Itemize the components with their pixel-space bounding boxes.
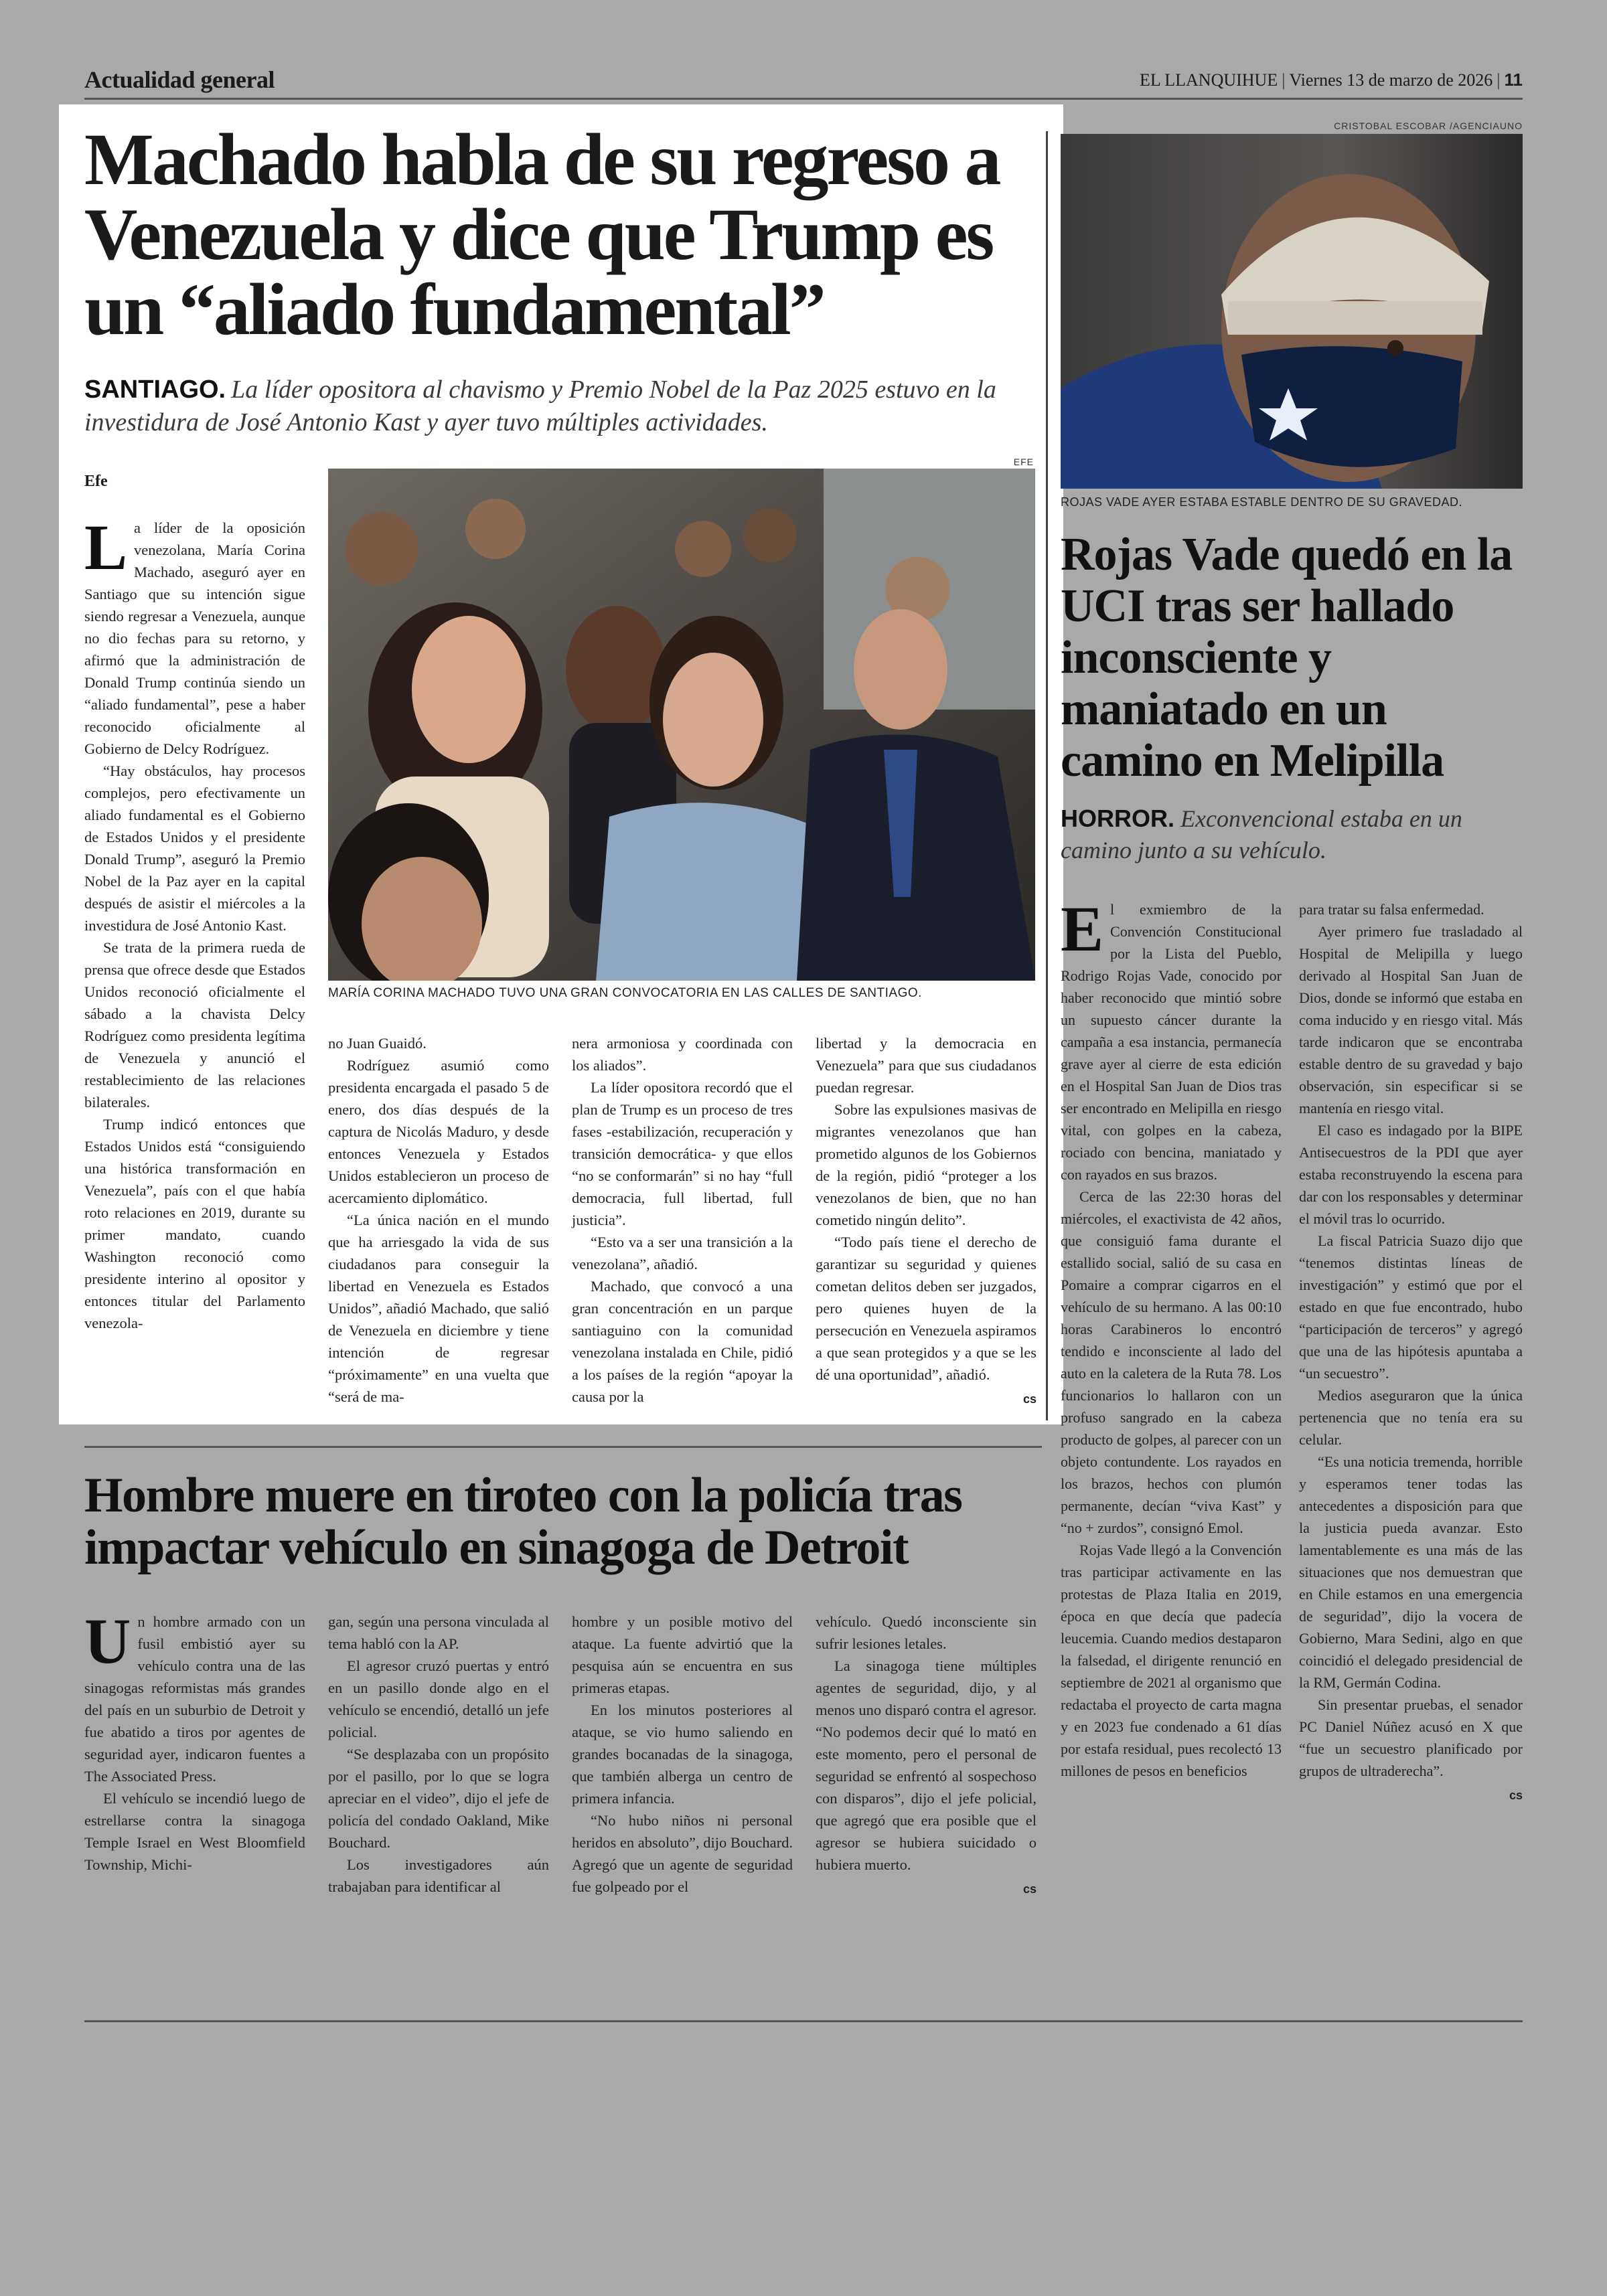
paragraph: Rodríguez asumió como presidenta encargada el pasado 5 de enero, dos días después de la captura de Nicolás Maduro, y desde entonces Venezuela y Estados Unidos establecieron un proceso de acercamiento diplomático. [328,1057,549,1206]
paragraph: “Es una noticia tremenda, horrible y esperamos tener todas las antecedentes a disposición para que la justicia pueda avanzar. Esto lamentablemente es una más de las situaciones que nos demuestran que en Chile estamos en una emergencia de seguridad”, dijo la vocera de Gobierno, Mara Sedini, algo en que coincidió el delegado presidencial de la RM, Germán Codina. [1299,1453,1523,1691]
paragraph: para tratar su falsa enfermedad. [1299,901,1484,918]
dropcap: L [84,511,128,583]
paragraph: Los investigadores aún trabajaban para identificar al [328,1856,549,1895]
paragraph: El agresor cruzó puertas y entró en un pasillo donde algo en el vehículo se encendió, detalló un jefe policial. [328,1657,549,1740]
issue-date: Viernes 13 de marzo de 2026 [1289,70,1493,90]
paragraph: Cerca de las 22:30 horas del miércoles, el exactivista de 42 años, que consiguió fama durante el estallido social, salió de su casa en Pomaire a comprar cigarros en el vehículo de su hermano. A las 00:10 horas Carabineros lo encontró tendido e inconsciente al lado del auto en la caletera de la Ruta 78. Los funcionarios lo hallaron con un profuso sangrado en la cabeza producto de golpes, al parecer con un objeto contundente. Los rayados en los brazos, hechos con plumón permanente, decían “viva Kast” y “no + zurdos”, consignó Emol. [1061,1188,1282,1536]
paragraph: nera armoniosa y coordinada con los aliados”. [572,1035,793,1074]
bottom-headline: Hombre muere en tiroteo con la policía tras impactar vehículo en sinagoga de Detroit [84,1468,962,1575]
paragraph: Medios aseguraron que la única pertenencia que no tenía era su celular. [1299,1387,1523,1448]
main-photo [328,469,1035,981]
paragraph: gan, según una persona vinculada al tema habló con la AP. [328,1613,549,1652]
paragraph: “Hay obstáculos, hay procesos complejos, pero efectivamente un aliado fundamental es el Gobierno de Estados Unidos y el presidente Donald Trump”, aseguró la Premio Nobel de la Paz ayer en la capital después de asistir el miércoles a la investidura de José Antonio Kast. [84,762,305,934]
dropcap: E [1061,893,1104,965]
side-headline: Rojas Vade quedó en la UCI tras ser hallado inconsciente y maniatado en un camino en Melipilla [1061,529,1513,787]
main-headline: Machado habla de su regreso a Venezuela y dice que Trump es un “aliado fundamental” [84,118,1000,351]
portrait-photo-image [1061,134,1523,489]
side-photo-caption: ROJAS VADE AYER ESTABA ESTABLE DENTRO DE SU GRAVEDAD. [1061,495,1462,509]
bottom-article-column-3 [572,1611,793,1898]
page-number: 11 [1504,70,1523,90]
main-lede [84,374,1049,440]
main-article-column-4 [816,1032,1037,1410]
side-article-column-1 [1061,893,1282,1782]
end-mark-icon: cs [1022,1882,1037,1896]
paragraph: El caso es indagado por la BIPE Antisecuestros de la PDI que ayer estaba reconstruyendo la escena para dar con los responsables y determinar el móvil tras lo ocurrido. [1299,1122,1523,1227]
main-photo-credit: EFE [1013,457,1034,467]
dropcap: U [84,1605,131,1677]
end-mark-icon: cs [1509,1789,1523,1802]
paragraph: hombre y un posible motivo del ataque. La fuente advirtió que la pesquisa aún se encuentra en sus primeras etapas. [572,1613,793,1696]
paragraph: Sobre las expulsiones masivas de migrantes venezolanos que han prometido algunos de los Gobiernos de la región, pidió “proteger a los venezolanos de bien, que no han cometido ningún delito”. [816,1101,1037,1228]
side-lede-text: Exconvencional estaba en un camino junto a su vehículo. [1061,805,1462,864]
paragraph: a líder de la oposición venezolana, María Corina Machado, aseguró ayer en Santiago que su intención sigue siendo regresar a Venezuela, aunque no dio fechas para su retorno, y afirmó que la administración de Donald Trump continúa siendo un “aliado fundamental”, pese a haber reconocido oficialmente al Gobierno de Delcy Rodríguez. [84,519,305,757]
paragraph: n hombre armado con un fusil embistió ayer su vehículo contra una de las sinagogas reformistas más grandes del país en un suburbio de Detroit y fue abatido a tiros por agentes de seguridad ayer, indicaron fuentes a The Associated Press. [84,1613,305,1785]
main-article-column-2 [328,1032,549,1408]
paragraph: l exmiembro de la Convención Constitucional por la Lista del Pueblo, Rodrigo Rojas Vade, conocido por haber reconocido que mintió sobre un supuesto cáncer durante la campaña a esa instancia, permanecía grave ayer al cierre de esta edición en el Hospital San Juan de Dios tras ser encontrado en Melipilla en riesgo vital, con golpes en la cabeza, rociado con bencina, maniatado y con rayados en sus brazos. [1061,901,1282,1183]
paragraph: Machado, que convocó a una gran concentración en un parque santiaguino con la comunidad venezolana instalada en Chile, pidió a los países de la región “apoyar la causa por la [572,1278,793,1405]
header-rule [84,98,1523,100]
paragraph: Sin presentar pruebas, el senador PC Daniel Núñez acusó en X que “fue un secuestro planificado por grupos de ultraderecha”. [1299,1696,1523,1779]
section-label: Actualidad general [84,66,275,93]
main-photo-caption: MARÍA CORINA MACHADO TUVO UNA GRAN CONVOCATORIA EN LAS CALLES DE SANTIAGO. [328,986,922,1000]
paragraph: Trump indicó entonces que Estados Unidos está “consiguiendo una histórica transformación en Venezuela”, país con el que había roto relaciones en 2019, durante su primer mandato, cuando Washington reconoció como presidente interino al opositor y entonces titular del Parlamento venezola- [84,1116,305,1331]
newspaper-name: EL LLANQUIHUE [1139,70,1278,90]
paragraph: libertad y la democracia en Venezuela” para que sus ciudadanos puedan regresar. [816,1035,1037,1096]
bottom-article-column-1 [84,1605,305,1876]
paragraph: “Todo país tiene el derecho de garantizar su seguridad y quienes cometan delitos deben ser juzgados, pero quienes huyen de la persecución en Venezuela aspiramos a que sean protegidos y a que se les dé una oportunidad”, añadió. [816,1234,1037,1383]
footer-rule [84,2020,1523,2022]
bottom-article-column-2 [328,1611,549,1898]
main-lede-text: La líder opositora al chavismo y Premio Nobel de la Paz 2025 estuvo en la investidura de José Antonio Kast y ayer tuvo múltiples actividades. [84,376,996,437]
paragraph: no Juan Guaidó. [328,1035,427,1052]
end-mark-icon: cs [1022,1392,1037,1406]
side-lede [1061,803,1529,866]
masthead: EL LLANQUIHUE | Viernes 13 de marzo de 2026 | 11 [1139,70,1523,90]
bottom-article-column-4 [816,1611,1037,1900]
paragraph: “La única nación en el mundo que ha arriesgado la vida de sus ciudadanos para conseguir la libertad en Venezuela es Estados Unidos”, añadió Machado, que salió de Venezuela en diciembre y tiene intención de regresar “próximamente” en una vuelta que “será de ma- [328,1212,549,1405]
paragraph: En los minutos posteriores al ataque, se vio humo saliendo en grandes bocanadas de la sinagoga, que también alberga un centro de primera infancia. [572,1702,793,1807]
side-photo [1061,134,1523,489]
paragraph: La líder opositora recordó que el plan de Trump es un proceso de tres fases -estabilización, recuperación y transición democrática- y que ellos “no se conformarán” si no hay “full democracia, full libertad, full justicia”. [572,1079,793,1228]
paragraph: “Se desplazaba con un propósito por el pasillo, por lo que se logra apreciar en el video”, dijo el jefe de policía del condado Oakland, Mike Bouchard. [328,1746,549,1851]
paragraph: vehículo. Quedó inconsciente sin sufrir lesiones letales. [816,1613,1037,1652]
paragraph: Rojas Vade llegó a la Convención tras participar activamente en las protestas de Plaza Italia en 2019, época en que decía que padecía leucemia. Cuando medios destaparon la falsedad, el dirigente renunció en septiembre de 2021 al organismo que redactaba el proyecto de carta magna y en 2023 fue condenado a 61 días por estafa residual, pues recolectó 13 millones de pesos en beneficios [1061,1542,1282,1779]
side-photo-credit: CRISTOBAL ESCOBAR /AGENCIAUNO [1334,120,1523,131]
paragraph: “Esto va a ser una transición a la venezolana”, añadió. [572,1234,793,1273]
main-article-column-1 [84,511,305,1334]
bottom-article-rule [84,1446,1042,1448]
paragraph: La sinagoga tiene múltiples agentes de seguridad, dijo, y al menos uno disparó contra el agresor. “No podemos decir qué lo mató en este momento, pero el personal de seguridad se enfrentó al sospechoso con disparos”, dijo el jefe policial, que agregó que era posible que el agresor se hubiera suicidado o hubiera muerto. [816,1657,1037,1873]
paragraph: “No hubo niños ni personal heridos en absoluto”, dijo Bouchard. Agregó que un agente de seguridad fue golpeado por el [572,1812,793,1895]
paragraph: La fiscal Patricia Suazo dijo que “tenemos distintas líneas de investigación” y estimó que por el estado en que fue encontrado, hubo “participación de terceros” y agregó que una de las hipótesis apuntaba a “un secuestro”. [1299,1232,1523,1382]
main-article-column-3 [572,1032,793,1408]
column-divider [1046,131,1048,1420]
paragraph: Ayer primero fue trasladado al Hospital de Melipilla y luego derivado al Hospital San Juan de Dios, donde se informó que estaba en coma inducido y en riesgo vital. Más tarde indicaron que se encontraba estable dentro de su gravedad y bajo observación, sin especificar si se mantenía en riesgo vital. [1299,923,1523,1117]
side-kicker: HORROR. [1061,805,1174,832]
paragraph: Se trata de la primera rueda de prensa que ofrece desde que Estados Unidos reconoció oficialmente el sábado a la chavista Delcy Rodríguez como presidenta legítima de Venezuela y anunció el restablecimiento de las relaciones bilaterales. [84,939,305,1111]
crowd-photo-image [328,469,1035,981]
main-kicker: SANTIAGO. [84,376,226,404]
side-article-column-2 [1299,898,1523,1807]
paragraph: El vehículo se incendió luego de estrellarse contra la sinagoga Temple Israel en West Bloomfield Township, Michi- [84,1790,305,1873]
byline: Efe [84,473,108,490]
